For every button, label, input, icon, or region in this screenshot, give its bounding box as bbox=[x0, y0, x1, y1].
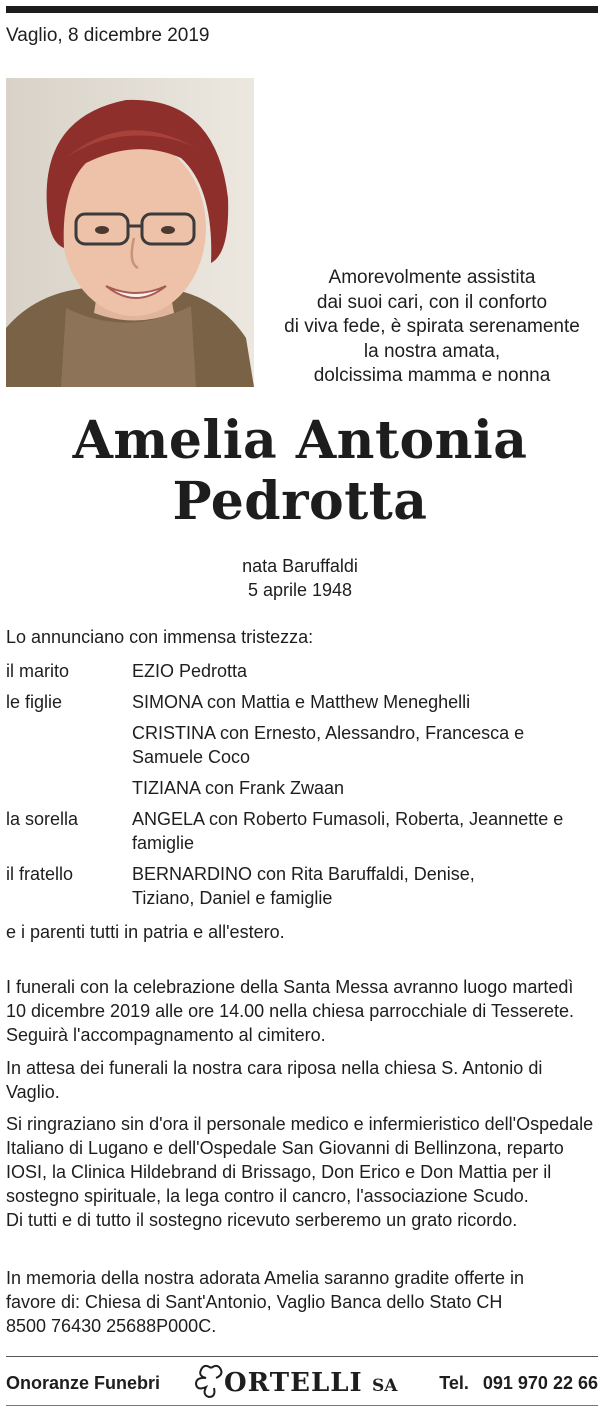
family-text: SIMONA con Mattia e Matthew Meneghelli bbox=[132, 692, 471, 712]
intro-line: dolcissima mamma e nonna bbox=[313, 365, 551, 386]
family-row bbox=[6, 862, 596, 910]
relatives-line: e i parenti tutti in patria e all'estero. bbox=[6, 922, 285, 942]
dateline: Vaglio, 8 dicembre 2019 bbox=[6, 25, 210, 46]
birth-date: 5 aprile 1948 bbox=[247, 580, 353, 600]
tel-number: 091 970 22 66 bbox=[482, 1373, 598, 1393]
tel-label: Tel. bbox=[439, 1373, 469, 1393]
intro-text bbox=[270, 266, 594, 389]
thanks-text: Si ringraziano sin d'ora il personale medico e infermieristico dell'Ospedale Italiano di Lugano e dell'Ospedale San Giovanni di Bellinzona, reparto IOSI, la Clinica Hildebrand di Brissago, Don Erico e Don Mattia per il sostegno spirituale, la lega contro il cancro, l'associazione Scudo. bbox=[6, 1114, 594, 1206]
family-row bbox=[6, 721, 596, 769]
maiden-name: nata Baruffaldi bbox=[242, 556, 358, 576]
offerings-paragraph: In memoria della nostra adorata Amelia saranno gradite offerte in favore di: Chiesa di Sant'Antonio, Vaglio Banca dello Stato CH 8500 76430 25688P000C. bbox=[6, 1268, 524, 1336]
family-list bbox=[6, 659, 596, 917]
family-label: le figlie bbox=[6, 692, 63, 712]
footer-rule bbox=[6, 1356, 598, 1357]
family-label: il fratello bbox=[6, 864, 74, 884]
clover-logo-icon bbox=[194, 1364, 228, 1400]
family-label bbox=[6, 776, 132, 800]
intro-line: dai suoi cari, con il conforto bbox=[316, 291, 548, 313]
deceased-name bbox=[0, 410, 600, 532]
intro-line: la nostra amata, bbox=[363, 340, 501, 362]
name-line-2: Pedrotta bbox=[172, 471, 428, 532]
phone-info bbox=[439, 1373, 598, 1394]
family-text: ANGELA con Roberto Fumasoli, Roberta, Jeannette e famiglie bbox=[132, 809, 564, 853]
portrait-photo bbox=[6, 78, 254, 387]
family-row bbox=[6, 807, 596, 855]
funeral-paragraph: I funerali con la celebrazione della Santa Messa avranno luogo martedì 10 dicembre 2019 alle ore 14.00 nella chiesa parrocchiale di Tesserete. Seguirà l'accompagnamento al cimitero. bbox=[6, 977, 575, 1045]
announce-heading: Lo annunciano con immensa tristezza: bbox=[6, 627, 314, 647]
family-label: la sorella bbox=[6, 809, 79, 829]
family-row bbox=[6, 776, 596, 800]
memory-line: Di tutti e di tutto il sostegno ricevuto serberemo un grato ricordo. bbox=[6, 1210, 518, 1230]
family-text: TIZIANA con Frank Zwaan bbox=[132, 778, 345, 798]
family-text: CRISTINA con Ernesto, Alessandro, Francesca e Samuele Coco bbox=[132, 723, 525, 767]
family-text: BERNARDINO con Rita Baruffaldi, Denise, Tiziano, Daniel e famiglie bbox=[132, 864, 475, 908]
family-row bbox=[6, 690, 596, 714]
brand-suffix: SA bbox=[372, 1376, 398, 1396]
family-label: il marito bbox=[6, 661, 70, 681]
footer bbox=[6, 1362, 598, 1402]
brand-name: ORTELLI bbox=[224, 1368, 363, 1398]
family-row bbox=[6, 659, 596, 683]
thanks-paragraph bbox=[6, 1112, 598, 1232]
family-text: EZIO Pedrotta bbox=[132, 661, 248, 681]
rest-paragraph: In attesa dei funerali la nostra cara riposa nella chiesa S. Antonio di Vaglio. bbox=[6, 1058, 543, 1102]
top-rule bbox=[6, 6, 598, 13]
intro-line: Amorevolmente assistita bbox=[328, 267, 536, 288]
footer-bottom-rule bbox=[6, 1405, 598, 1406]
intro-line: di viva fede, è spirata serenamente bbox=[284, 316, 580, 337]
birth-info bbox=[0, 554, 600, 602]
family-label bbox=[6, 721, 132, 769]
funeral-home-label: Onoranze Funebri bbox=[6, 1373, 161, 1393]
name-line-1: Amelia Antonia bbox=[72, 410, 528, 471]
